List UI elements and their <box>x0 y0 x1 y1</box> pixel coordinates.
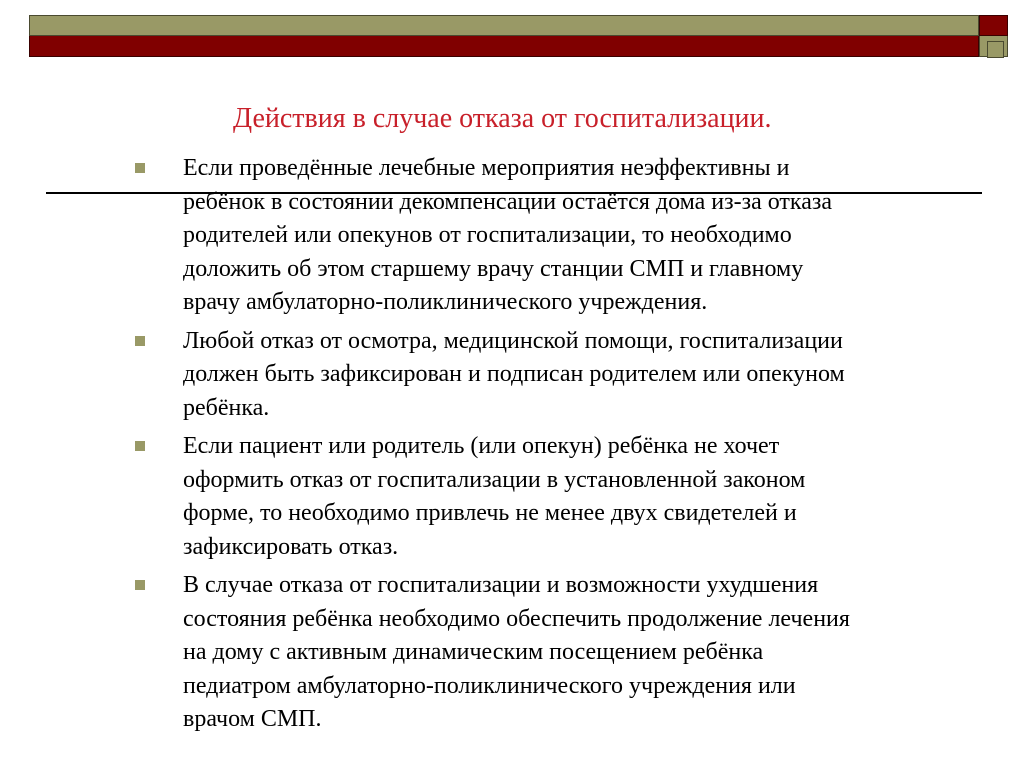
bullet-item <box>133 325 993 426</box>
bullet-item <box>133 152 993 320</box>
bullet-list <box>133 152 993 742</box>
header-bar-olive <box>29 15 979 36</box>
corner-square-small <box>987 41 1004 58</box>
bullet-line: состояния ребёнка необходимо обеспечить продолжение лечения <box>183 605 850 632</box>
header-bar-red <box>29 36 979 57</box>
bullet-line: В случае отказа от госпитализации и возможности ухудшения <box>183 572 819 598</box>
bullet-line: зафиксировать отказ. <box>183 533 399 560</box>
bullet-line: Если проведённые лечебные мероприятия неэффективны и <box>183 155 790 181</box>
bullet-line: оформить отказ от госпитализации в установленной законом <box>183 466 806 493</box>
bullet-line: должен быть зафиксирован и подписан родителем или опекуном <box>183 361 845 387</box>
bullet-line: ребёнка. <box>183 394 270 421</box>
square-bullet-icon <box>135 336 145 346</box>
bullet-line: педиатром амбулаторно-поликлинического учреждения или <box>183 672 796 699</box>
divider-line <box>46 192 982 194</box>
square-bullet-icon <box>135 580 145 590</box>
bullet-line: врачом СМП. <box>183 706 322 732</box>
square-bullet-icon <box>135 441 145 451</box>
bullet-line: форме, то необходимо привлечь не менее двух свидетелей и <box>183 500 797 526</box>
bullet-item <box>133 569 993 737</box>
bullet-line: родителей или опекунов от госпитализации, то необходимо <box>183 222 792 248</box>
square-bullet-icon <box>135 163 145 173</box>
bullet-line: врачу амбулаторно-поликлинического учреждения. <box>183 289 708 315</box>
bullet-item <box>133 430 993 564</box>
bullet-line: на дому с активным динамическим посещением ребёнка <box>183 639 764 665</box>
bullet-line: Любой отказ от осмотра, медицинской помощи, госпитализации <box>183 327 843 354</box>
slide-title: Действия в случае отказа от госпитализации. <box>233 103 772 134</box>
bullet-line: Если пациент или родитель (или опекун) ребёнка не хочет <box>183 433 780 459</box>
corner-square-red <box>979 15 1008 36</box>
bullet-line: ребёнок в состоянии декомпенсации остаётся дома из-за отказа <box>183 188 832 215</box>
bullet-line: доложить об этом старшему врачу станции СМП и главному <box>183 255 804 282</box>
